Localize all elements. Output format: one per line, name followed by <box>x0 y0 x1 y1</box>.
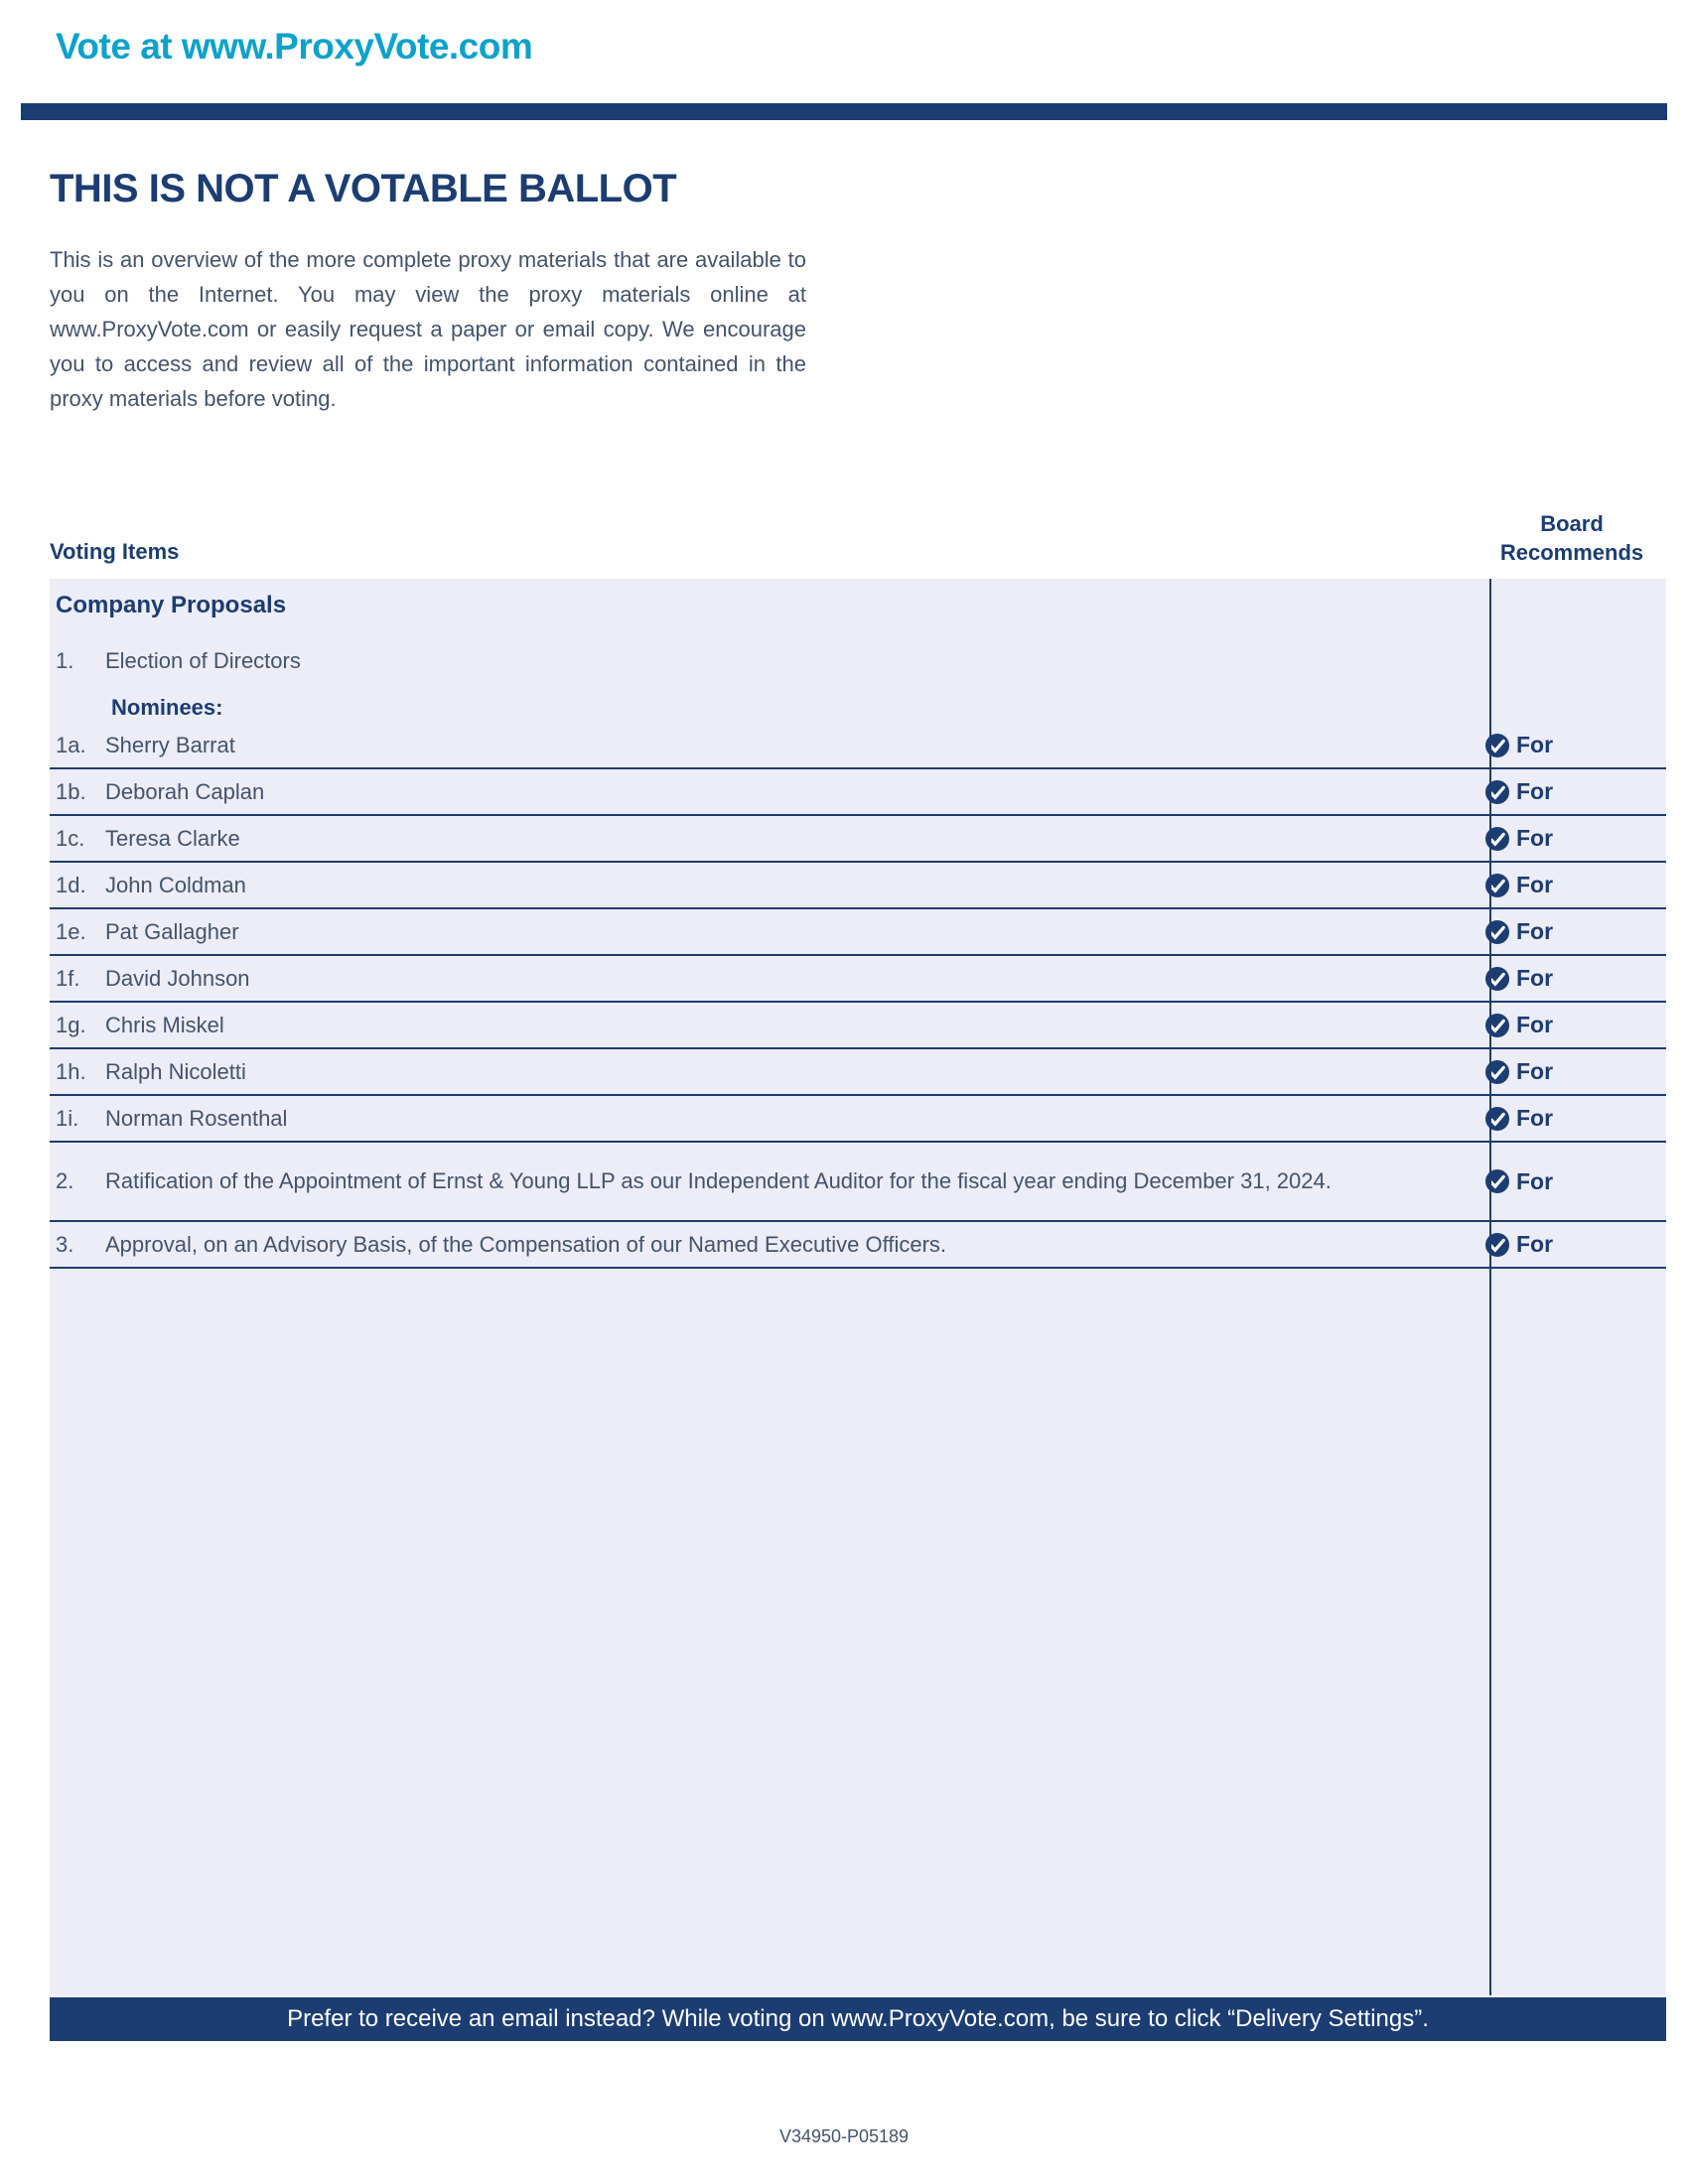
section-title: Company Proposals <box>56 592 287 618</box>
row-number: 3. <box>56 1231 74 1257</box>
recommendation-label: For <box>1516 1231 1554 1257</box>
notice-body: This is an overview of the more complete proxy materials that are available to you on the Internet. You may view the proxy materials online at www.ProxyVote.com or easily request a paper or email copy. We encourage you to access and review all of the important information contained in the proxy materials before voting. <box>50 247 806 411</box>
recommendation-cell <box>1476 1096 1650 1141</box>
notice-title: THIS IS NOT A VOTABLE BALLOT <box>50 167 677 210</box>
recommendation-cell <box>1476 1003 1650 1047</box>
nominees-label: Nominees: <box>111 695 223 720</box>
recommendation-cell <box>1476 863 1650 907</box>
row-text: Approval, on an Advisory Basis, of the Compensation of our Named Executive Officers. <box>105 1231 947 1257</box>
recommendation-label: For <box>1516 1105 1554 1131</box>
row-text: Teresa Clarke <box>105 825 240 851</box>
recommendation-label: For <box>1516 918 1554 944</box>
row-text: Chris Miskel <box>105 1012 224 1037</box>
row-number: 2. <box>56 1168 74 1193</box>
recommendation-label: For <box>1516 778 1554 804</box>
row-text: Deborah Caplan <box>105 778 265 804</box>
ballot-row <box>50 1143 1666 1222</box>
row-number: 1a. <box>56 732 86 757</box>
row-number: 1h. <box>56 1058 86 1084</box>
row-number: 1i. <box>56 1105 79 1131</box>
proposal-1-text: Election of Directors <box>105 648 301 673</box>
recommendation-label: For <box>1516 825 1554 851</box>
board-recommends-header <box>1477 509 1666 567</box>
recommendation-cell <box>1476 956 1650 1001</box>
recommendation-cell <box>1476 909 1650 954</box>
document-code: V34950-P05189 <box>778 2126 910 2146</box>
recommendation-cell <box>1476 1049 1650 1094</box>
voting-items-header: Voting Items <box>50 539 180 564</box>
recommendation-cell <box>1476 769 1650 814</box>
ballot-row <box>50 769 1666 816</box>
ballot-row <box>50 1096 1666 1143</box>
recommendation-cell <box>1476 723 1650 767</box>
row-text: David Johnson <box>105 965 250 991</box>
row-text: Ratification of the Appointment of Ernst & Young LLP as our Independent Auditor for the fiscal year ending December 31, 2024. <box>105 1168 1332 1193</box>
row-text: Norman Rosenthal <box>105 1105 288 1131</box>
board-recommends-line2: Recommends <box>1499 540 1644 565</box>
ballot-row <box>50 1003 1666 1049</box>
row-number: 1c. <box>56 825 85 851</box>
ballot-row <box>50 909 1666 956</box>
recommendation-label: For <box>1516 965 1554 991</box>
recommendation-label: For <box>1516 1012 1554 1037</box>
ballot-row <box>50 723 1666 769</box>
board-recommends-line1: Board <box>1540 511 1604 536</box>
recommendation-cell <box>1476 816 1650 861</box>
proposal-1 <box>50 645 1666 676</box>
recommendation-label: For <box>1516 1167 1554 1194</box>
recommendation-label: For <box>1516 872 1554 897</box>
ballot-rows <box>50 723 1666 1269</box>
row-text: Ralph Nicoletti <box>105 1058 246 1084</box>
voting-items-panel <box>50 579 1666 1995</box>
row-number: 1f. <box>56 965 80 991</box>
proposal-1-number: 1. <box>56 648 74 673</box>
page-title: Vote at www.ProxyVote.com <box>56 26 533 67</box>
ballot-row <box>50 816 1666 863</box>
recommendation-label: For <box>1516 732 1554 757</box>
recommendation-cell <box>1476 1222 1650 1267</box>
row-text: John Coldman <box>105 872 246 897</box>
row-number: 1g. <box>56 1012 86 1037</box>
recommendation-cell <box>1476 1143 1650 1220</box>
delivery-settings-banner: Prefer to receive an email instead? While voting on www.ProxyVote.com, be sure to click “Delivery Settings”. <box>50 1997 1666 2041</box>
column-divider <box>1489 579 1491 1995</box>
ballot-row <box>50 1049 1666 1096</box>
row-number: 1d. <box>56 872 86 897</box>
row-number: 1e. <box>56 918 86 944</box>
ballot-row <box>50 1222 1666 1269</box>
ballot-row <box>50 863 1666 909</box>
ballot-row <box>50 956 1666 1003</box>
row-number: 1b. <box>56 778 86 804</box>
row-text: Pat Gallagher <box>105 918 239 944</box>
header-rule <box>21 103 1667 120</box>
row-text: Sherry Barrat <box>105 732 235 757</box>
recommendation-label: For <box>1516 1058 1554 1084</box>
